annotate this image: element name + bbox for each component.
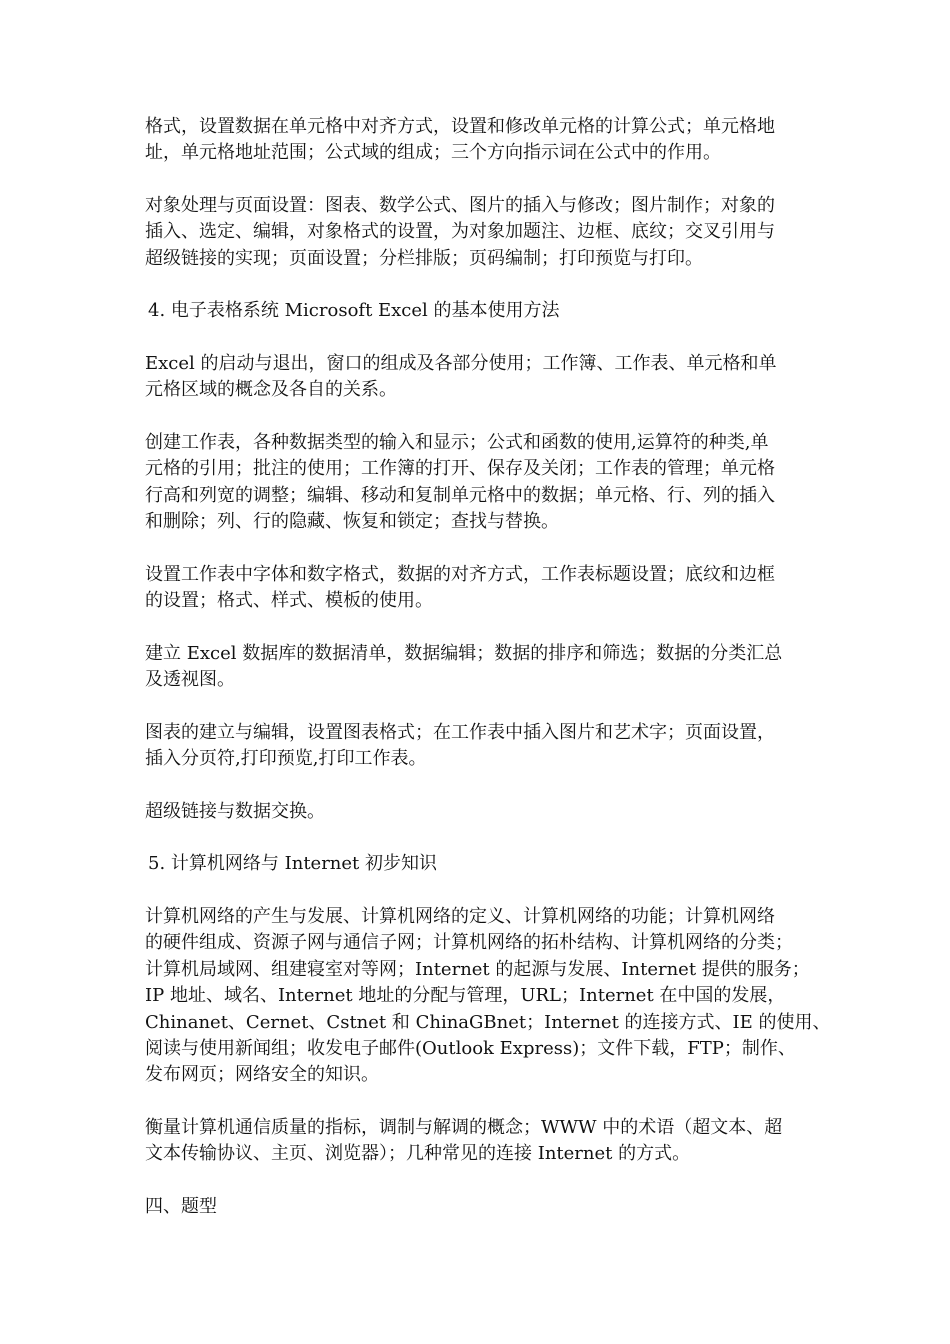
text-line: 图表的建立与编辑，设置图表格式；在工作表中插入图片和艺术字；页面设置，: [145, 722, 775, 743]
text-line: 发布网页；网络安全的知识。: [145, 1064, 379, 1086]
text-line: 和删除；列、行的隐藏、恢复和锁定；查找与替换。: [145, 511, 559, 533]
paragraph-hyperlinks: [145, 799, 807, 825]
text-line: 址，单元格地址范围；公式域的组成；三个方向指示词在公式中的作用。: [145, 142, 721, 164]
paragraph-excel-startup: [145, 351, 807, 404]
text-line: IP 地址、域名、Internet 地址的分配与管理，URL；Internet 在中国的发展，: [145, 985, 786, 1007]
paragraph-cell-formatting: [145, 114, 807, 167]
text-line: Excel 的启动与退出，窗口的组成及各部分使用；工作簿、工作表、单元格和单: [145, 353, 777, 374]
text-line: 对象处理与页面设置：图表、数学公式、图片的插入与修改；图片制作；对象的: [145, 195, 775, 216]
text-line: Chinanet、Cernet、Cstnet 和 ChinaGBnet；Internet 的连接方式、IE 的使用、: [145, 1011, 831, 1033]
text-line: 行高和列宽的调整；编辑、移动和复制单元格中的数据；单元格、行、列的插入: [145, 484, 775, 506]
text-line: 超级链接与数据交换。: [145, 801, 325, 822]
paragraph-excel-database: [145, 641, 807, 694]
paragraph-charts: [145, 720, 807, 773]
text-line: 建立 Excel 数据库的数据清单，数据编辑；数据的排序和筛选；数据的分类汇总: [145, 643, 783, 664]
paragraph-network-basics: [145, 904, 831, 1089]
text-line: 元格的引用；批注的使用；工作簿的打开、保存及关闭；工作表的管理；单元格: [145, 458, 775, 480]
paragraph-worksheet-format: [145, 562, 807, 615]
paragraph-object-processing: [145, 193, 807, 272]
text-line: 的设置；格式、样式、模板的使用。: [145, 590, 433, 612]
text-line: 阅读与使用新闻组；收发电子邮件(Outlook Express)；文件下载，FTP；制作、: [145, 1038, 796, 1060]
text-line: 插入、选定、编辑，对象格式的设置，为对象加题注、边框、底纹；交叉引用与: [145, 221, 775, 243]
text-line: 插入分页符,打印预览,打印工作表。: [145, 748, 427, 770]
section-heading-excel: 4. 电子表格系统 Microsoft Excel 的基本使用方法: [148, 300, 560, 321]
section-heading-network: 5. 计算机网络与 Internet 初步知识: [148, 853, 438, 874]
paragraph-communication-quality: [145, 1115, 807, 1168]
text-line: 文本传输协议、主页、浏览器）；几种常见的连接 Internet 的方式。: [145, 1143, 691, 1165]
text-line: 创建工作表，各种数据类型的输入和显示；公式和函数的使用,运算符的种类,单: [145, 432, 769, 453]
section-heading-question-types: 四、题型: [145, 1196, 217, 1217]
text-line: 超级链接的实现；页面设置；分栏排版；页码编制；打印预览与打印。: [145, 247, 703, 269]
text-line: 元格区域的概念及各自的关系。: [145, 379, 397, 401]
text-line: 计算机网络的产生与发展、计算机网络的定义、计算机网络的功能；计算机网络: [145, 906, 775, 927]
text-line: 格式，设置数据在单元格中对齐方式，设置和修改单元格的计算公式；单元格地: [145, 116, 775, 137]
text-line: 衡量计算机通信质量的指标，调制与解调的概念；WWW 中的术语（超文本、超: [145, 1117, 783, 1138]
text-line: 设置工作表中字体和数字格式，数据的对齐方式，工作表标题设置；底纹和边框: [145, 564, 775, 585]
text-line: 计算机局域网、组建寝室对等网；Internet 的起源与发展、Internet 提供的服务；: [145, 958, 810, 980]
text-line: 的硬件组成、资源子网与通信子网；计算机网络的拓朴结构、计算机网络的分类；: [145, 932, 793, 954]
paragraph-create-worksheet: [145, 430, 807, 536]
text-line: 及透视图。: [145, 669, 235, 691]
